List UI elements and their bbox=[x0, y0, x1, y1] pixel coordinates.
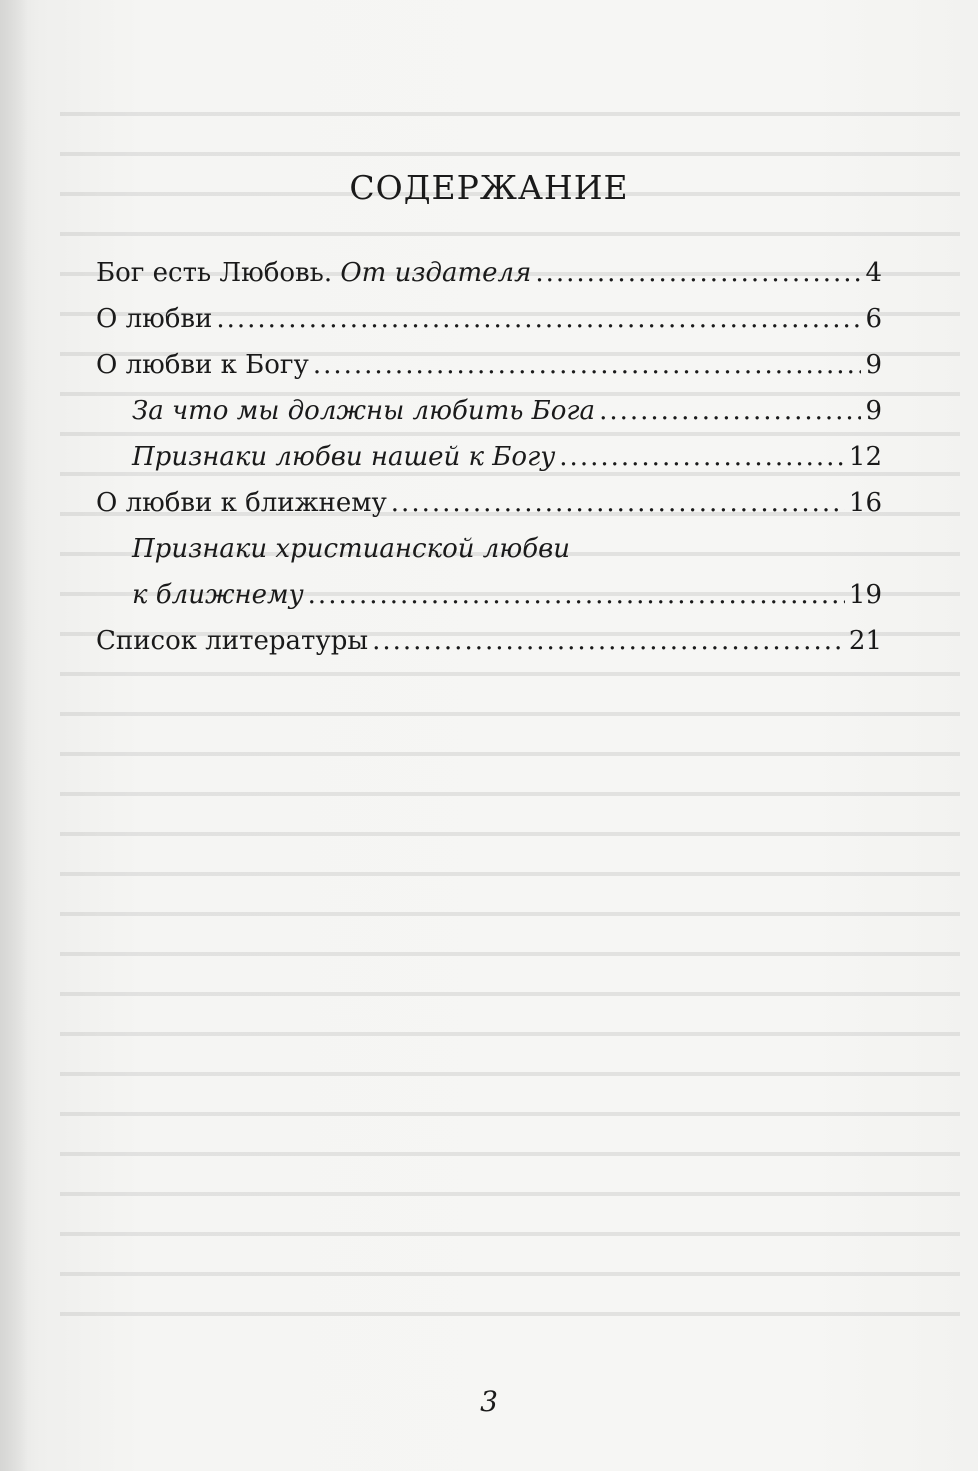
toc-entry-bibliography[interactable] bbox=[96, 618, 882, 664]
toc-entry-love-for-neighbor[interactable] bbox=[96, 480, 882, 526]
dot-leader bbox=[391, 480, 845, 526]
toc-entry-title-continued: к ближнему bbox=[132, 580, 304, 610]
toc-entry-title: О любви к ближнему bbox=[96, 488, 387, 518]
toc-page-number: 6 bbox=[865, 304, 882, 334]
toc-page-number: 12 bbox=[848, 442, 882, 472]
toc-entry-title: Признаки любви нашей к Богу bbox=[132, 442, 556, 472]
dot-leader bbox=[308, 572, 845, 618]
page-title: СОДЕРЖАНИЕ bbox=[349, 168, 629, 207]
toc-page-number: 9 bbox=[865, 396, 882, 426]
toc-entry-title: Список литературы bbox=[96, 626, 369, 656]
dot-leader bbox=[599, 388, 861, 434]
toc-subentry-signs-of-christian-love-line1[interactable] bbox=[96, 526, 882, 572]
toc-entry-title: Бог есть Любовь. bbox=[96, 258, 341, 288]
toc-entry-subtitle: От издателя bbox=[340, 258, 532, 288]
toc-entry-about-love[interactable] bbox=[96, 296, 882, 342]
toc-entry-love-for-god[interactable] bbox=[96, 342, 882, 388]
toc-entry-title: Признаки христианской любви bbox=[132, 534, 570, 564]
toc-entry-title: О любви к Богу bbox=[96, 350, 309, 380]
dot-leader bbox=[535, 250, 861, 296]
toc-page-number: 4 bbox=[865, 258, 882, 288]
toc-page-number: 9 bbox=[865, 350, 882, 380]
toc-subentry-why-love-god[interactable] bbox=[96, 388, 882, 434]
toc-entry-publisher[interactable] bbox=[96, 250, 882, 296]
toc-entry-title: За что мы должны любить Бога bbox=[132, 396, 596, 426]
toc-page-number: 21 bbox=[848, 626, 882, 656]
toc-page-number: 19 bbox=[848, 580, 882, 610]
toc-page-number: 16 bbox=[848, 488, 882, 518]
dot-leader bbox=[559, 434, 845, 480]
dot-leader bbox=[216, 296, 861, 342]
toc-subentry-signs-of-love-for-god[interactable] bbox=[96, 434, 882, 480]
dot-leader bbox=[313, 342, 862, 388]
table-of-contents bbox=[96, 250, 882, 664]
page-number: 3 bbox=[480, 1385, 498, 1418]
toc-entry-title: О любви bbox=[96, 304, 213, 334]
toc-subentry-signs-of-christian-love-line2[interactable] bbox=[96, 572, 882, 618]
page-gutter-shadow bbox=[0, 0, 28, 1471]
dot-leader bbox=[372, 618, 845, 664]
